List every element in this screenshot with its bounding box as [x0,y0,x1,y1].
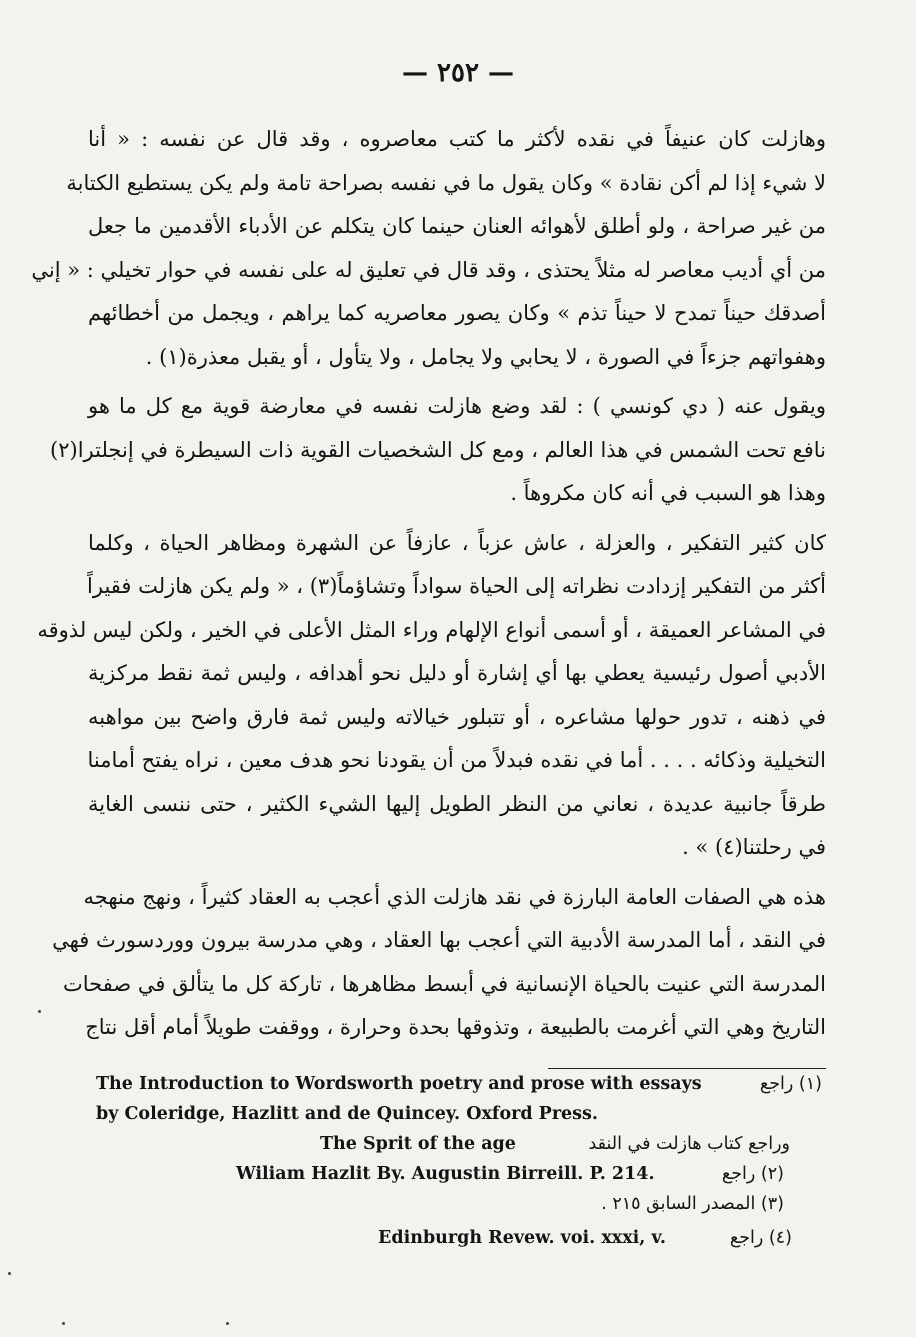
text-line: من أي أديب معاصر له مثلاً يحتذى ، وقد قال في تعليق له على نفسه في حوار تخيلي : « إني [31,257,826,282]
footnote-1-also-ar: وراجع كتاب هازلت في النقد [588,1134,790,1154]
scan-speck [38,1010,41,1013]
text-line: لا شيء إذا لم أكن نقادة » وكان يقول ما في نفسه بصراحة تامة ولم يكن يستطيع الكتابة [66,170,826,195]
footnote-1-continued [96,1104,598,1124]
text-line: في المشاعر العميقة ، أو أسمى أنواع الإلهام وراء المثل الأعلى في الخير ، ولكن ليس لذوقه [37,617,826,642]
text-line: كان كثير التفكير ، والعزلة ، عاش عزباً ، عازفاً عن الشهرة ومظاهر الحياة ، وكلما [88,530,826,555]
footnote-divider [548,1068,826,1069]
text-line: وهفواتهم جزءاً في الصورة ، لا يحابي ولا يجامل ، ولا يتأول ، أو يقبل معذرة(١) . [145,344,826,369]
text-line: التاريخ وهي التي أغرمت بالطبيعة ، وتذوقها بحدة وحرارة ، ووقفت طويلاً أمام أقل نتاج [85,1015,826,1039]
paragraph-2 [50,385,826,516]
page-number: — ٢٥٢ — [401,58,515,88]
footnote-4-ar: (٤) راجع [729,1228,792,1248]
text-line: ويقول عنه ( دي كونسي ) : لقد وضع هازلت نفسه في معارضة قوية مع كل ما هو [88,394,826,418]
paragraph-4 [52,876,826,1050]
text-line: وهازلت كان عنيفاً في نقده لأكثر ما كتب معاصروه ، وقد قال عن نفسه : « أنا [88,127,826,151]
footnote-4-en: Edinburgh Revew. voi. xxxi, v. [378,1228,666,1248]
footnote-2-en: Wiliam Hazlit By. Augustin Birreill. P. 214. [236,1164,655,1184]
text-line: طرقاً جانبية عديدة ، نعاني من النظر الطويل إليها الشيء الكثير ، حتى ننسى الغاية [88,791,826,816]
scan-speck [8,1272,11,1275]
text-line: في ذهنه ، تدور حولها مشاعره ، أو تتبلور خيالاته وليس ثمة فارق واضح بين مواهبه [88,704,826,729]
footnote-1-ar: (١) راجع [759,1074,822,1094]
text-line: أكثر من التفكير إزدادت نظراته إلى الحياة سواداً وتشاؤماً(٣) ، « ولم يكن هازلت فقيراً [87,574,826,598]
scan-speck [226,1322,229,1325]
text-line: التخيلية وذكائه . . . . أما في نقده فبدلاً من أن يقودنا نحو هدف معين ، نراه يفتح أمامنا [87,748,826,772]
paragraph-1 [31,118,826,379]
text-line: الأدبي أصول رئيسية يعطي بها أي إشارة أو دليل نحو أهدافه ، وليس ثمة نقط مركزية [88,661,826,685]
text-line: نافع تحت الشمس في هذا العالم ، ومع كل الشخصيات القوية ذات السيطرة في إنجلترا(٢) [50,437,826,462]
text-line: المدرسة التي عنيت بالحياة الإنسانية في أبسط مظاهرها ، تاركة كل ما يتألق في صفحات [63,971,826,996]
footnote-1-en: The Introduction to Wordsworth poetry and prose with essays [96,1074,702,1094]
footnote-2-ar: (٢) راجع [721,1164,784,1184]
paragraph-3 [37,522,826,870]
text-line: هذه هي الصفات العامة البارزة في نقد هازلت الذي أعجب به العقاد كثيراً ، ونهج منهجه [83,884,826,909]
text-line: من غير صراحة ، ولو أطلق لأهوائه العنان حينما كان يتكلم عن الأدباء الأقدمين ما جعل [88,214,826,238]
scan-speck [62,1322,65,1325]
text-line: أصدقك حيناً تمدح لا حيناً تذم » وكان يصور معاصريه كما يراهم ، ويجمل من أخطائهم [88,301,826,325]
footnote-3-ar: (٣) المصدر السابق ٢١٥ . [601,1194,784,1214]
text-line: في النقد ، أما المدرسة الأدبية التي أعجب بها العقاد ، وهي مدرسة بيرون ووردسورث فهي [52,928,826,952]
footnote-1-also-en: The Sprit of the age [320,1134,516,1154]
body-text [31,118,826,1056]
text-line: في رحلتنا(٤) » . [682,835,826,859]
text-line: وهذا هو السبب في أنه كان مكروهاً . [510,481,826,505]
footnote-1-en-continued: by Coleridge, Hazlitt and de Quincey. Oxford Press. [96,1104,598,1124]
